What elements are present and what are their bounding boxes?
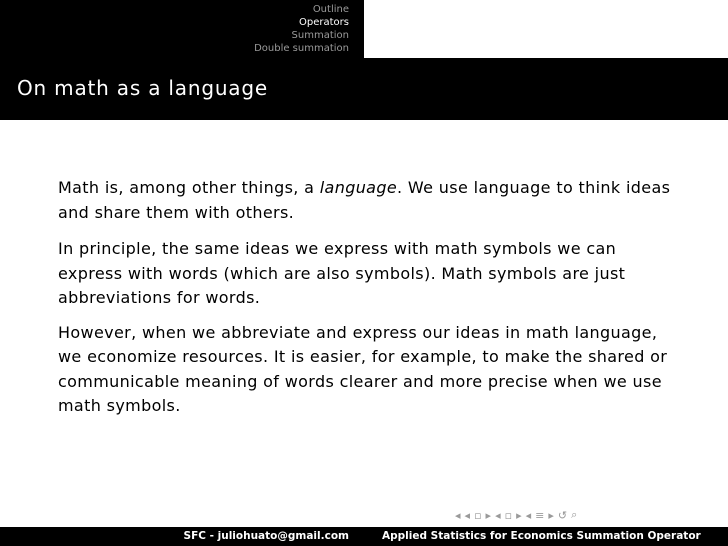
nav-search-icon[interactable]: ↺ (557, 508, 568, 522)
frame-title: On math as a language (17, 76, 268, 100)
nav-frame-next-icon[interactable]: ▸ (485, 508, 492, 522)
nav-frame-prev-icon[interactable]: ◂ (464, 508, 471, 522)
paragraph-2: In principle, the same ideas we express with math symbols we can express with words (which are also symbols). Math symbols are just abbreviations for words. (58, 239, 626, 307)
nav-subsection-next-icon[interactable]: ▸ (516, 508, 522, 522)
paragraph-1-text-before: Math is, among other things, a (58, 178, 320, 197)
beamer-navigation-symbols (455, 507, 577, 523)
section-navigation (254, 3, 349, 55)
paragraph-1-emphasis: language (319, 178, 398, 197)
headline-left-panel (0, 0, 364, 58)
nav-section-next-icon[interactable]: ▸ (548, 508, 554, 522)
nav-subsection-prev-icon[interactable]: ◂ (495, 508, 501, 522)
paragraph-1-text-after: . We use language to think ideas and share them with others. (58, 178, 671, 222)
nav-item-double-summation[interactable]: Double summation (254, 43, 349, 54)
paragraph-3: However, when we abbreviate and express our ideas in math language, we economize resources. It is easier, for example, to make the shared or communicable meaning of words clearer and more precise when we use math symbols. (58, 322, 668, 415)
footer-right-panel (364, 527, 728, 546)
footer-author: SFC - juliohuato@gmail.com (183, 530, 349, 542)
footer-left-panel (0, 527, 364, 546)
footer-title: Applied Statistics for Economics Summation Operator (382, 530, 701, 542)
footer-bar (0, 527, 728, 546)
nav-item-operators[interactable]: Operators (299, 17, 349, 28)
nav-item-outline[interactable]: Outline (312, 4, 349, 15)
nav-zoom-icon[interactable]: ⌕ (571, 508, 578, 521)
headline-bar (0, 0, 728, 58)
nav-section-prev-icon[interactable]: ◂ (525, 508, 532, 522)
slide-content (58, 176, 678, 429)
nav-first-icon[interactable]: ◂ (455, 508, 461, 522)
nav-item-summation[interactable]: Summation (291, 30, 349, 41)
nav-subsection-icon[interactable]: ▫ (504, 508, 513, 522)
nav-section-icon[interactable]: ≡ (535, 508, 545, 522)
nav-frame-icon[interactable]: ▫ (474, 508, 482, 522)
frame-title-bar (0, 58, 728, 120)
paragraph-1 (58, 176, 678, 225)
